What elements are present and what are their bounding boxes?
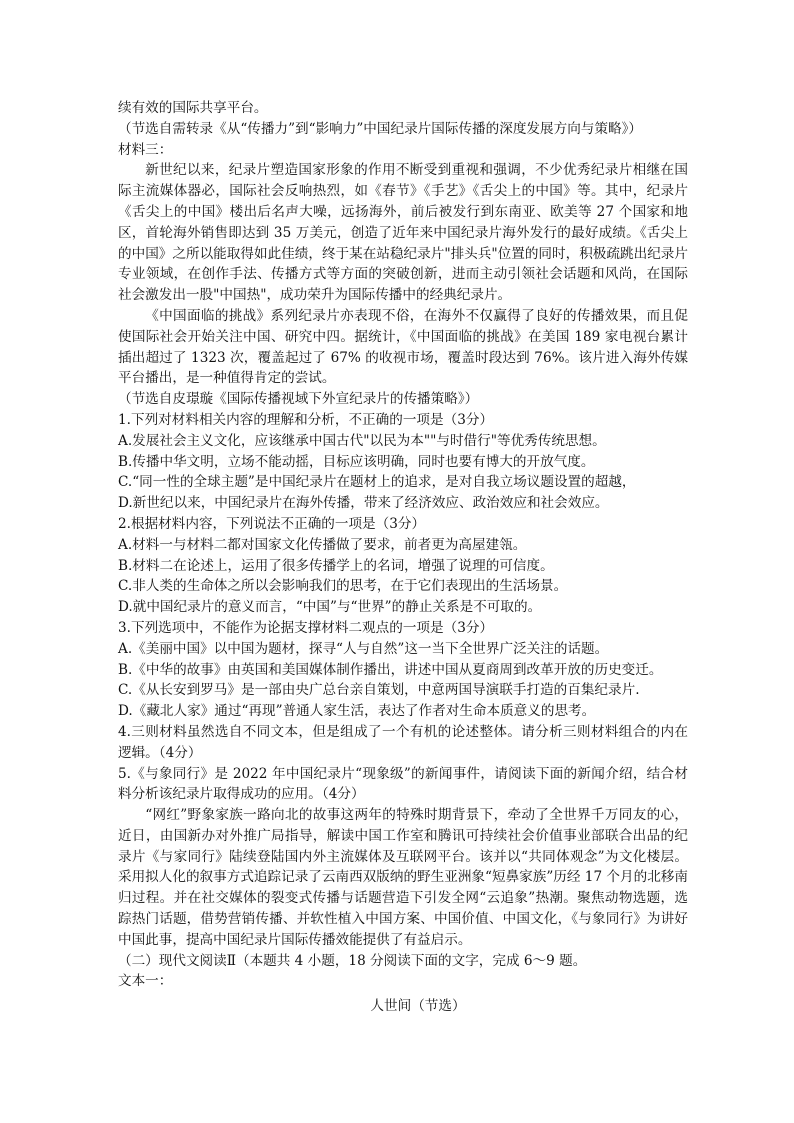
option-a: A.《美丽中国》以中国为题材，探寻“人与自然”这一当下全世界广泛关注的话题。 [118,640,609,657]
passage-title: 人世间（节选） [370,998,466,1015]
section-heading: （二）现代文阅读Ⅱ（本题共 4 小题，18 分阅读下面的文字，完成 6～9 题。 [118,952,587,969]
question-5: 5.《与象同行》是 2022 年中国纪录片“现象级”的新闻事件，请阅读下面的新闻介绍，结合材料分析该纪录片取得成功的应用。（4分） [118,765,688,803]
option-c: C.“同一性的全球主题”是中国纪录片在题材上的追求，是对自我立场议题设置的超越， [118,474,636,491]
option-d: D.新世纪以来，中国纪录片在海外传播，带来了经济效应、政治效应和社会效应。 [118,495,609,512]
text-label: 文本一： [118,973,173,990]
option-b: B.《中华的故事》由英国和美国媒体制作播出，讲述中国从夏商周到改革开放的历史变迁。 [118,661,663,678]
option-b: B.传播中华文明，立场不能动摇，目标应该明确，同时也要有博大的开放气度。 [118,453,595,470]
question-1: 1.下列对材料相关内容的理解和分析，不正确的一项是（3分） [118,411,494,428]
document-page [118,98,688,1017]
option-d: D.《藏北人家》通过“再现”普通人家生活，表达了作者对生命本质意义的思考。 [118,703,596,720]
paragraph: 新世纪以来，纪录片塑造国家形象的作用不断受到重视和强调，不少优秀纪录片相继在国际主流媒体器必，国际社会反响热烈，如《春节》《手艺》《舌尖上的中国》等。其中，纪录片《舌尖上的中国》楼出后名声大噪，远扬海外，前后被发行到东南亚、欧美等 27 个国家和地区，首轮海外销售即达到 35 万美元，创造了近年来中国纪录片海外发行的最好成绩。《舌尖上的中国》之所以能取得如此佳绩，终于某在站稳纪录片"排头兵"位置的同时，积极疏跳出纪录片专业领域，在创作手法、传播方式等方面的突破创新，进而主动引领社会话题和风尚，在国际社会激发出一股"中国热"，成功荣升为国际传播中的经典纪录片。 [118,162,688,304]
option-b: B.材料二在论述上，运用了很多传播学上的名词，增强了说理的可信度。 [118,557,554,574]
question-3: 3.下列选项中，不能作为论据支撑材料二观点的一项是（3分） [118,619,494,636]
paragraph: 《中国面临的挑战》系列纪录片亦表现不俗，在海外不仅赢得了良好的传播效果，而且促使国际社会开始关注中国、研究中四。据统计，《中国面临的挑战》在美国 189 家电视台累计插出超过了 1323 次，覆盖起过了 67% 的收视市场，覆盖时段达到 76%。该片进入海外传媒平台播出，是一种值得肯定的尝试。 [118,307,688,387]
news-paragraph: “网红”野象家族一路向北的故事这两年的特殊时期背景下，牵动了全世界千万同友的心，近日，由国新办对外推广局指导，解读中国工作室和腾讯可持续社会价值事业部联合出品的纪录片《与家同行》陆续登陆国内外主流媒体及互联网平台。该并以“共同体观念”为文化楼层。采用拟人化的叙事方式追踪记录了云南西双版纳的野生亚洲象“短鼻家族”历经 17 个月的北移南归过程。并在社交媒体的裂变式传播与话题营造下引发全网“云追象”热潮。聚焦动物选题，选踪热门话题，借势营销传播、并软性植入中国方案、中国价值、中国文化，《与象同行》为讲好中国此事，提高中国纪录片国际传播效能提供了有益启示。 [118,807,688,948]
option-d: D.就中国纪录片的意义而言，“中国”与“世界”的静止关系是不可取的。 [118,599,542,616]
question-2: 2.根据材料内容，下列说法不正确的一项是（3分） [118,515,426,532]
question-4: 4.三则材料虽然选自不同文本，但是组成了一个有机的论述整体。请分析三则材料组合的内在逻辑。（4分） [118,723,688,761]
option-a: A.发展社会主义文化，应该继承中国古代"以民为本""与时借行"等优秀传统思想。 [118,432,606,449]
material-heading: 材料三： [118,141,173,158]
text-line: 续有效的国际共享平台。 [118,100,268,116]
source-citation: （节选自需转录《从“传播力”到“影响力”中国纪录片国际传播的深度发展方向与策略》） [118,120,642,137]
option-c: C.非人类的生命体之所以会影响我们的思考，在于它们表现出的生活场景。 [118,578,568,595]
option-a: A.材料一与材料二都对国家文化传播做了要求，前者更为高屋建瓴。 [118,536,527,553]
option-c: C.《从长安到罗马》是一部由央广总台亲自策划，中意两国导演联手打造的百集纪录片. [118,682,640,699]
source-citation: （节选自皮璟璇《国际传播视域下外宣纪录片的传播策略》） [118,391,479,408]
